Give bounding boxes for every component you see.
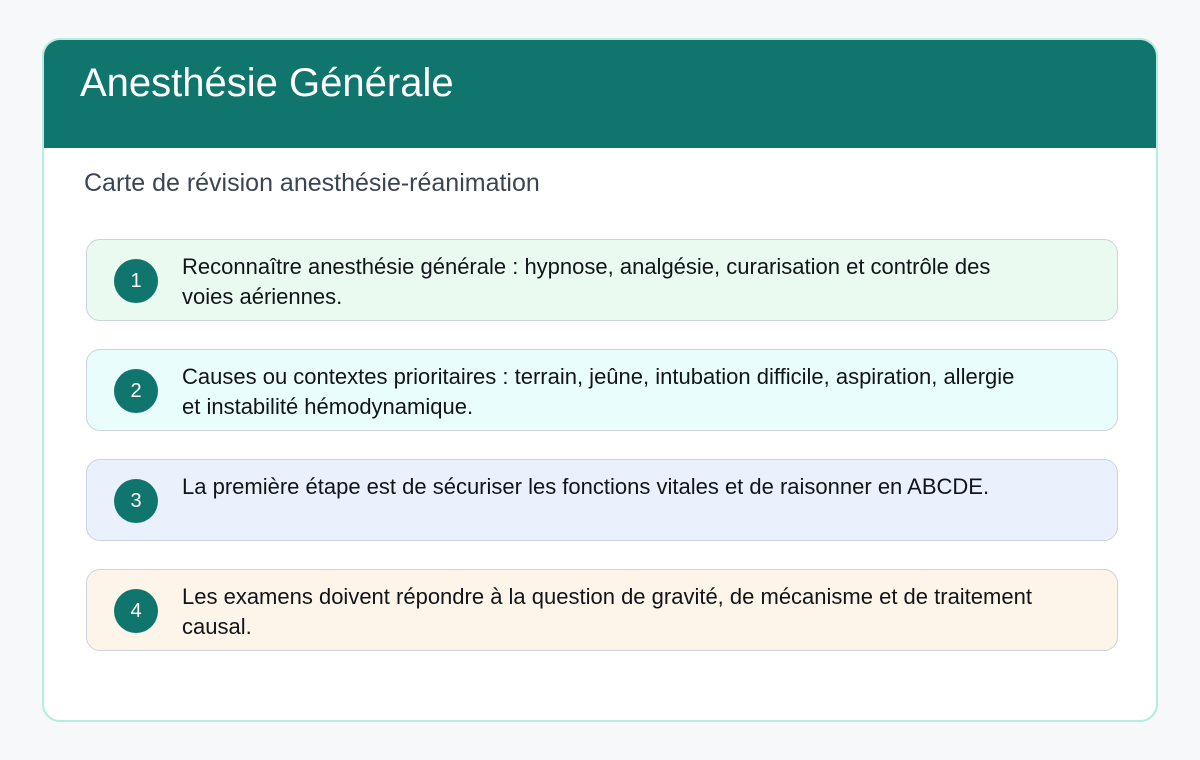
- key-point-text: La première étape est de sécuriser les fonctions vitales et de raisonner en ABCDE.: [182, 474, 990, 499]
- key-points-list: [86, 239, 1118, 679]
- key-point-item: [86, 349, 1118, 431]
- page-title: Anesthésie Générale: [80, 61, 454, 105]
- card-subtitle: Carte de révision anesthésie-réanimation: [84, 169, 540, 197]
- number-badge: 2: [114, 369, 158, 413]
- key-point-text: Causes ou contextes prioritaires : terrain, jeûne, intubation difficile, aspiration, allergie et instabilité hémodynamique.: [182, 364, 1015, 419]
- number-badge: 1: [114, 259, 158, 303]
- card-header: [44, 40, 1156, 148]
- number-badge: 3: [114, 479, 158, 523]
- key-point-text: Les examens doivent répondre à la question de gravité, de mécanisme et de traitement causal.: [182, 584, 1032, 639]
- key-point-item: [86, 459, 1118, 541]
- key-point-item: [86, 569, 1118, 651]
- number-badge: 4: [114, 589, 158, 633]
- key-point-text: Reconnaître anesthésie générale : hypnose, analgésie, curarisation et contrôle des voies aériennes.: [182, 254, 991, 309]
- key-point-item: [86, 239, 1118, 321]
- revision-card: [42, 38, 1158, 722]
